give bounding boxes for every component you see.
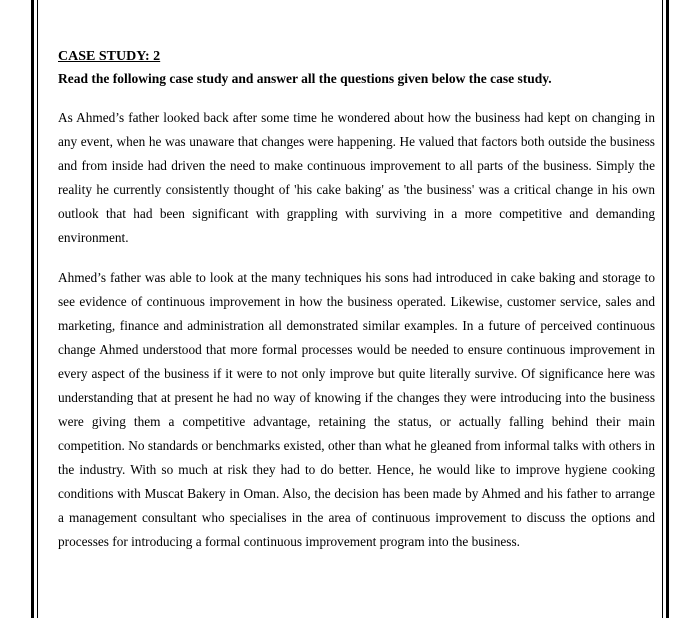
page-border-left-inner [37,0,38,618]
instruction-text: Read the following case study and answer all the questions given below the case study. [58,71,552,86]
page-border-right [666,0,669,618]
paragraph-2: Ahmed’s father was able to look at the many techniques his sons had introduced in cake baking and storage to see evidence of continuous improvement in how the business operated. Likewise, customer service, sales and marketing, finance and administration all demonstrated similar examples. In a future of perceived continuous change Ahmed understood that more formal processes would be needed to ensure continuous improvement in every aspect of the business if it were to not only improve but quite literally survive. Of significance here was understanding that at present he had no way of knowing if the changes they were introducing into the business were giving them a competitive advantage, retaining the status, or actually falling behind their main competition. No standards or benchmarks existed, other than what he gleaned from informal talks with others in the industry. With so much at risk they had to do better. Hence, he would like to improve hygiene cooking conditions with Muscat Bakery in Oman. Also, the decision has been made by Ahmed and his father to arrange a management consultant who specialises in the area of continuous improvement to discuss the options and processes for introducing a formal continuous improvement program into the business. [58,270,655,549]
page-border-left [31,0,34,618]
page-border-right-inner [662,0,663,618]
paragraph-1: As Ahmed’s father looked back after some time he wondered about how the business had kept on changing in any event, when he was unaware that changes were happening. He valued that factors both outside the business and from inside had driven the need to make continuous improvement to all parts of the business. Simply the reality he currently consistently thought of 'his cake baking' as 'the business' was a critical change in his own outlook that had been significant with grappling with surviving in a more competitive and demanding environment. [58,110,655,245]
document-body [58,48,655,554]
case-study-title: CASE STUDY: 2 [58,49,161,64]
